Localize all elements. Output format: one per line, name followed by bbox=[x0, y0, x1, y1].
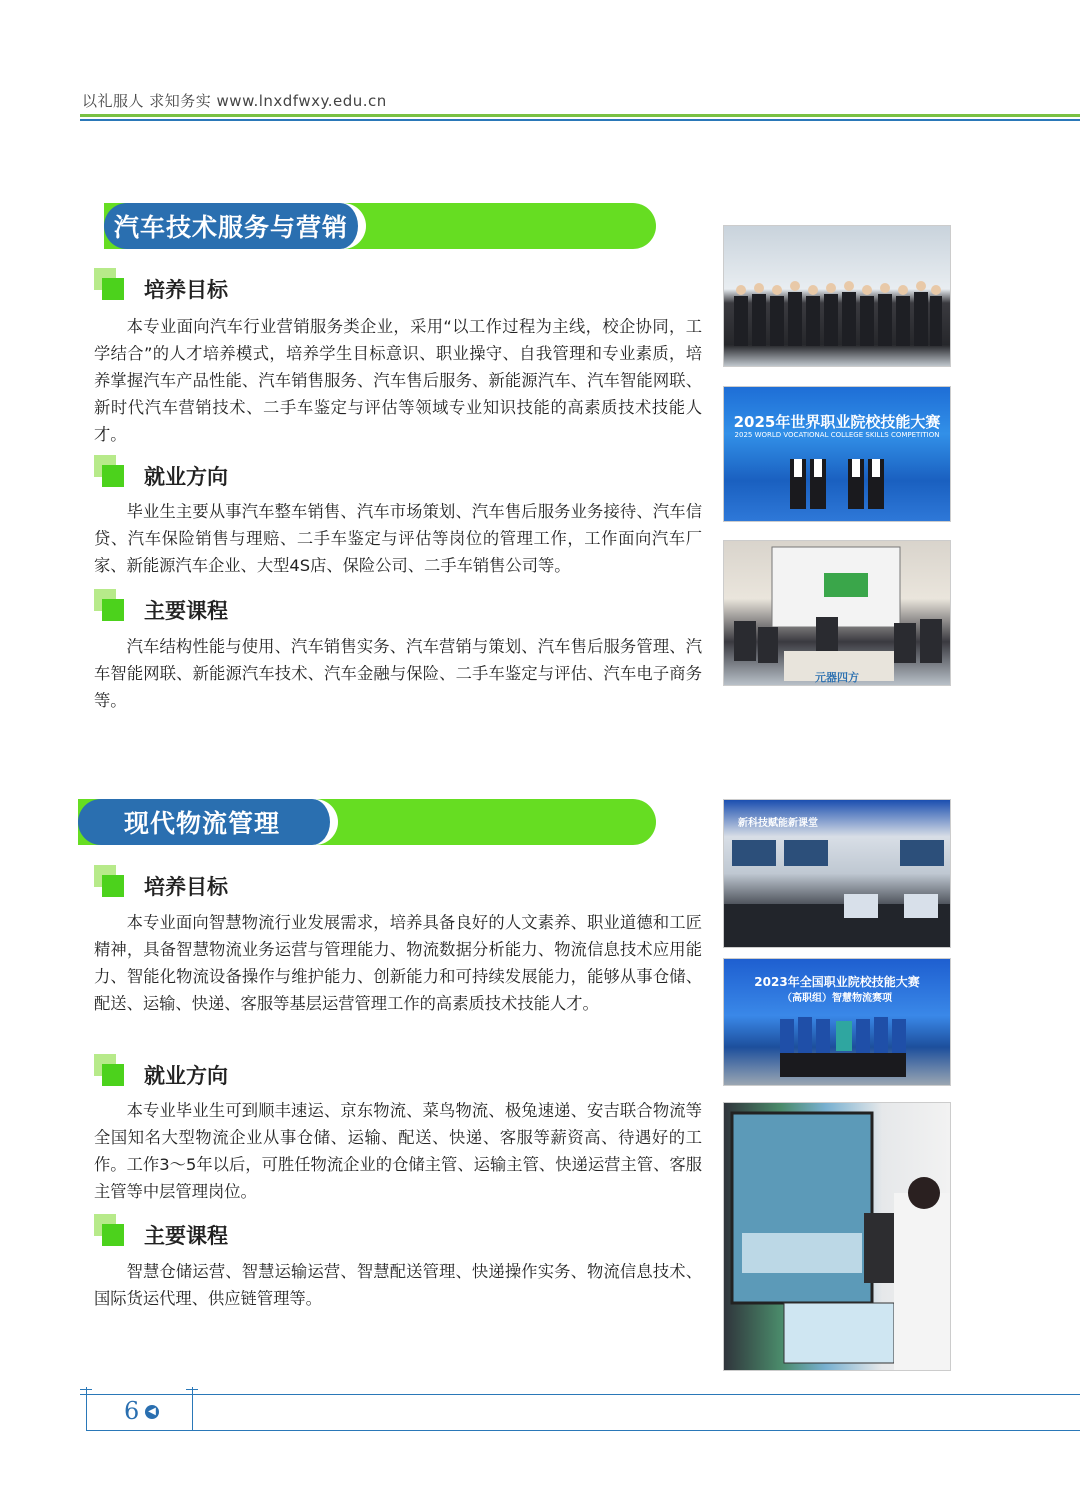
section1-photo-group bbox=[723, 225, 951, 367]
lab-banner-text: 新科技赋能新课堂 bbox=[738, 818, 818, 829]
section2-job-text: 本专业毕业生可到顺丰速运、京东物流、菜鸟物流、极兔速递、安吉联合物流等全国知名大型物流企业从事仓储、运输、配送、快递、客服等薪资高、待遇好的工作。工作3～5年以后，可胜任物流企业的仓储主管、运输主管、快递运营主管、客服主管等中层管理岗位。 bbox=[94, 1101, 702, 1201]
section2-photo-lab bbox=[723, 799, 951, 948]
header-divider-green bbox=[80, 114, 1080, 117]
section1-course-text: 汽车结构性能与使用、汽车销售实务、汽车营销与策划、汽车售后服务管理、汽车智能网联、新能源汽车技术、汽车金融与保险、二手车鉴定与评估、汽车电子商务等。 bbox=[94, 637, 702, 710]
logistics-competition-sub: （高职组）智慧物流赛项 bbox=[782, 993, 892, 1004]
header-divider-blue bbox=[80, 119, 1080, 121]
simulation-screen bbox=[724, 1103, 950, 1370]
section1-goal-text: 本专业面向汽车行业营销服务类企业，采用“以工作过程为主线，校企协同，工学结合”的人才培养模式，培养学生目标意识、职业操守、自我管理和专业素质，培养掌握汽车产品性能、汽车销售服务、汽车售后服务、新能源汽车、汽车智能网联、新时代汽车营销技术、二手车鉴定与评估等领域专业知识技能的高素质技术技能人才。 bbox=[94, 317, 702, 444]
section2-course-text: 智慧仓储运营、智慧运输运营、智慧配送管理、快递操作实务、物流信息技术、国际货运代理、供应链管理等。 bbox=[94, 1262, 702, 1308]
footer-tick-left bbox=[80, 1389, 92, 1390]
section1-photo-classroom bbox=[723, 540, 951, 686]
footer-divider-top bbox=[80, 1394, 1080, 1395]
section2-banner bbox=[78, 799, 656, 845]
logistics-competition-title: 2023年全国职业院校技能大赛 bbox=[754, 975, 920, 989]
footer-frame-right bbox=[192, 1387, 193, 1431]
section1-photo-competition bbox=[723, 386, 951, 522]
classroom-screen bbox=[724, 541, 950, 685]
competition-title: 2025年世界职业院校技能大赛 bbox=[733, 413, 941, 431]
section1-job-text: 毕业生主要从事汽车整车销售、汽车市场策划、汽车售后服务业务接待、汽车信贷、汽车保险销售与理赔、二手车鉴定与评估等岗位的管理工作，工作面向汽车厂家、新能源汽车企业、大型4S店、保险公司、二手车销售公司等。 bbox=[94, 502, 702, 575]
section1-title: 汽车技术服务与营销 bbox=[114, 213, 349, 242]
competition-figures bbox=[724, 387, 950, 521]
logistics-team-figures bbox=[724, 959, 950, 1085]
footer-tick-right bbox=[186, 1389, 198, 1390]
section2-photo-competition bbox=[723, 958, 951, 1086]
section2-title: 现代物流管理 bbox=[124, 809, 281, 838]
section2-photo-simulation bbox=[723, 1102, 951, 1371]
left-arrow-icon: ◀ bbox=[145, 1405, 159, 1419]
section1-banner bbox=[104, 203, 656, 249]
classroom-caption: 元器四方 bbox=[815, 671, 859, 684]
footer-divider-bottom bbox=[86, 1430, 1080, 1431]
footer-frame-left bbox=[86, 1387, 87, 1431]
header-slogan: 以礼服人 求知务实 www.lnxdfwxy.edu.cn bbox=[82, 92, 387, 110]
page-number: 6 bbox=[124, 1397, 140, 1425]
group-photo-figures bbox=[724, 226, 950, 366]
section2-goal-text: 本专业面向智慧物流行业发展需求，培养具备良好的人文素养、职业道德和工匠精神，具备智慧物流业务运营与管理能力、物流数据分析能力、物流信息技术应用能力、智能化物流设备操作与维护能力、创新能力和可持续发展能力，能够从事仓储、配送、运输、快递、客服等基层运营管理工作的高素质技术技能人才。 bbox=[94, 913, 702, 1013]
lab-monitors bbox=[724, 800, 950, 947]
competition-title-en: 2025 WORLD VOCATIONAL COLLEGE SKILLS COMPETITION bbox=[734, 431, 940, 439]
